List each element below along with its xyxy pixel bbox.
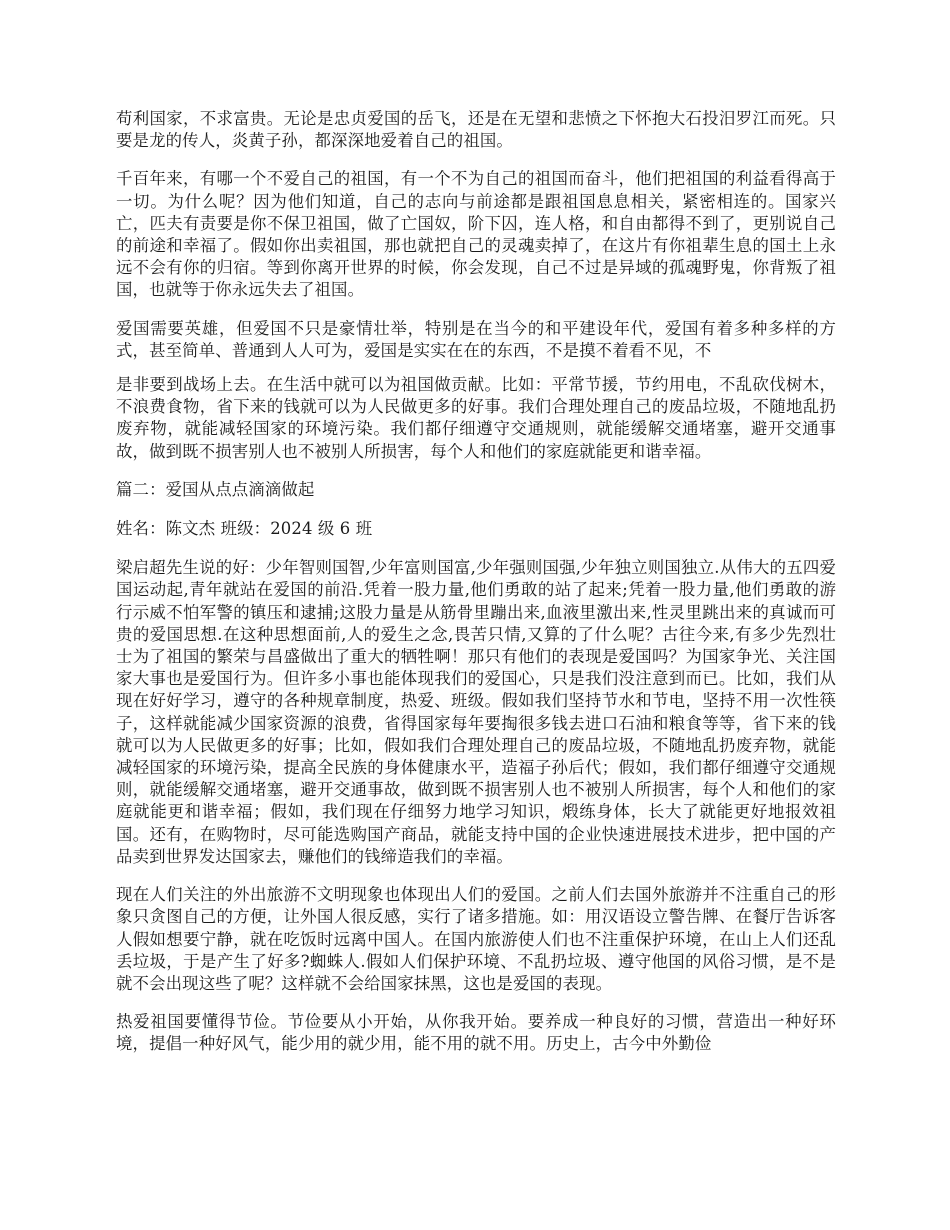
paragraph-love-of-country: 千百年来，有哪一个不爱自己的祖国，有一个不为自己的祖国而奋斗，他们把祖国的利益看得高于一切。为什么呢？因为他们知道，自己的志向与前途都是跟祖国息息相关，紧密相连的。国家兴亡，匹夫有责要是你不保卫祖国，做了亡国奴，阶下囚，连人格，和自由都得不到了，更别说自己的前途和幸福了。假如你出卖祖国，那也就把自己的灵魂卖掉了，在这片有你祖辈生息的国土上永远不会有你的归宿。等到你离开世界的时候，你会发现，自己不过是异域的孤魂野鬼，你背叛了祖国，也就等于你永远失去了祖国。 — [116, 169, 836, 300]
document-body — [116, 108, 836, 1072]
paragraph-liang-qichao: 梁启超先生说的好：少年智则国智,少年富则国富,少年强则国强,少年独立则国独立.从伟大的五四爱国运动起,青年就站在爱国的前沿.凭着一股力量,他们勇敢的站了起来;凭着一股力量,他们勇敢的游行示威不怕军警的镇压和逮捕;这股力量是从筋骨里蹦出来,血液里激出来,性灵里跳出来的真诚而可贵的爱国思想.在这种思想面前,人的爱生之念,畏苦只情,又算的了什么呢？古往今来,有多少先烈壮士为了祖国的繁荣与昌盛做出了重大的牺牲啊！那只有他们的表现是爱国吗？为国家争光、关注国家大事也是爱国行为。但许多小事也能体现我们的爱国心，只是我们没注意到而已。比如，我们从现在好好学习，遵守的各种规章制度，热爱、班级。假如我们坚持节水和节电，坚持不用一次性筷子，这样就能减少国家资源的浪费，省得国家每年要掏很多钱去进口石油和粮食等等，省下来的钱就可以为人民做更多的好事；比如，假如我们合理处理自己的废品垃圾，不随地乱扔废弃物，就能减轻国家的环境污染，提高全民族的身体健康水平，造福子孙后代；假如，我们都仔细遵守交通规则，就能缓解交通堵塞，避开交通事故，做到既不损害别人也不被别人所损害，每个人和他们的家庭就能更和谐幸福；假如，我们现在仔细努力地学习知识，煅练身体，长大了就能更好地报效祖国。还有，在购物时，尽可能选购国产商品，就能支持中国的企业快速进展技术进步，把中国的产品卖到世界发达国家去，赚他们的钱缔造我们的幸福。 — [116, 558, 836, 866]
paragraph-patriots: 苟利国家，不求富贵。无论是忠贞爱国的岳飞，还是在无望和悲愤之下怀抱大石投汨罗江而死。只要是龙的传人，炎黄子孙，都深深地爱着自己的祖国。 — [116, 109, 836, 151]
paragraph-tourism: 现在人们关注的外出旅游不文明现象也体现出人们的爱国。之前人们去国外旅游并不注重自己的形象只贪图自己的方便，让外国人很反感，实行了诸多措施。如：用汉语设立警告牌、在餐厅告诉客人假如想要宁静，就在吃饭时远离中国人。在国内旅游使人们也不注重保护环境，在山上人们还乱丢垃圾，于是产生了好多?蜘蛛人.假如人们保护环境、不乱扔垃圾、遵守他国的风俗习惯，是不是就不会出现这些了呢？这样就不会给国家抹黑，这也是爱国的表现。 — [116, 885, 836, 993]
author-line: 姓名：陈文杰 班级：2024 级 6 班 — [116, 519, 373, 539]
paragraph-heroes: 爱国需要英雄，但爱国不只是豪情壮举，特别是在当今的和平建设年代，爱国有着多种多样的方式，甚至简单、普通到人人可为，爱国是实实在在的东西，不是摸不着看不见，不 — [116, 318, 836, 360]
section-title: 篇二：爱国从点点滴滴做起 — [116, 479, 315, 499]
paragraph-daily-contribution: 是非要到战场上去。在生活中就可以为祖国做贡献。比如：平常节援，节约用电，不乱砍伐树木，不浪费食物，省下来的钱就可以为人民做更多的好事。我们合理处理自己的废品垃圾，不随地乱扔废弃物，就能减轻国家的环境污染。我们都仔细遵守交通规则，就能缓解交通堵塞，避开交通事故，做到既不损害别人也不被别人所损害，每个人和他们的家庭就能更和谐幸福。 — [116, 375, 836, 461]
paragraph-thrift: 热爱祖国要懂得节俭。节俭要从小开始，从你我开始。要养成一种良好的习惯，营造出一种好环境，提倡一种好风气，能少用的就少用，能不用的就不用。历史上，古今中外勤俭 — [116, 1012, 836, 1054]
